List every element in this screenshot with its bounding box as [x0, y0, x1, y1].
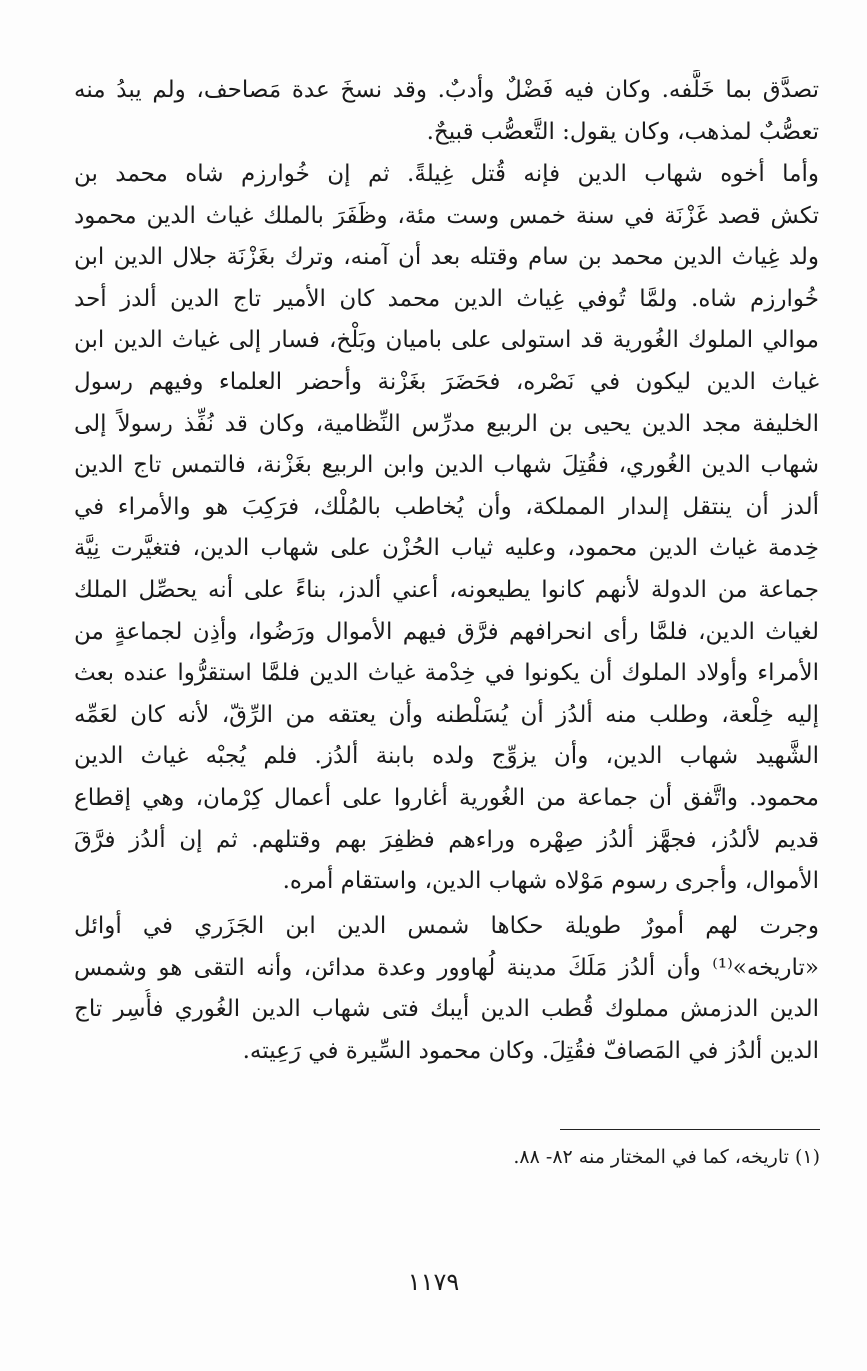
text-line: الدين ألدُز في المَصافّ فقُتِلَ. وكان محمود السِّيرة في رَعِيته.: [242, 1037, 819, 1064]
page-number: ١١٧٩: [407, 1268, 460, 1296]
text-line: الخليفة مجد الدين يحيى بن الربيع مدرِّس النِّظامية، وكان قد نُفِّذ رسولاً إلى: [74, 410, 819, 437]
text-line: لغياث الدين، فلمَّا رأى انحرافهم فرَّق فيهم الأموال ورَضُوا، وأذِن لجماعةٍ من: [74, 618, 819, 645]
text-line: تصدَّق بما خَلَّفه. وكان فيه فَضْلٌ وأدبٌ. وقد نسخَ عدة مَصاحف، ولم يبدُ منه: [74, 77, 819, 103]
text-line: وجرت لهم أمورٌ طويلة حكاها شمس الدين ابن الجَزَري في أوائل: [74, 913, 819, 939]
text-line: ولد غِياث الدين محمد بن سام وقتله بعد أن آمنه، وترك بغَزْنَة جلال الدين ابن: [74, 244, 819, 271]
paragraph-2: [74, 154, 819, 903]
text-line: جماعة من الدولة لأنهم كانوا يطيعونه، أعني ألدز، بناءً على أنه يحصِّل الملك: [74, 576, 819, 603]
text-line: «تاريخه»⁽¹⁾ وأن ألدُز مَلَكَ مدينة لُهاوور وعدة مدائن، وأنه التقى هو وشمس: [74, 954, 819, 981]
text-line: قديم لألدُز، فجهَّز ألدُز صِهْره وراءهم فظفِرَ بهم وقتلهم. ثم إن ألدُز فرَّقَ: [74, 826, 819, 853]
text-line: وأما أخوه شهاب الدين فإنه قُتل غِيلةً. ثم إن خُوارزم شاه محمد بن: [74, 161, 819, 187]
footnote-divider: [560, 1129, 820, 1130]
paragraph-3: [74, 906, 819, 1072]
text-line: إليه خِلْعة، وطلب منه ألدُز أن يُسَلْطنه وأن يعتقه من الرِّقّ، لأنه كان لعَمِّه: [74, 701, 819, 728]
text-line: الشَّهيد شهاب الدين، وأن يزوِّج ولده بابنة ألدُز. فلم يُجبْه غياث الدين: [74, 743, 819, 770]
text-line: الأمراء وأولاد الملوك أن يكونوا في خِدْمة غياث الدين فلمَّا استقرُّوا عنده بعث: [74, 660, 819, 687]
text-line: خُوارزم شاه. ولمَّا تُوفي غِياث الدين محمد كان الأمير تاج الدين ألدز أحد: [74, 285, 819, 312]
text-line: محمود. واتَّفق أن جماعة من الغُورية أغاروا على أعمال كِرْمان، وهي إقطاع: [74, 784, 819, 811]
text-line: تكش قصد غَزْنَة في سنة خمس وست مئة، وظَفَرَ بالملك غياث الدين محمود: [74, 202, 819, 229]
text-line: الدين الدزمش مملوك قُطب الدين أيبك فتى شهاب الدين الغُوري فأُسِر تاج: [74, 996, 819, 1023]
text-line: موالي الملوك الغُورية قد استولى على باميان وبَلْخ، فسار إلى غياث الدين ابن: [74, 327, 819, 354]
text-line: غياث الدين ليكون في نَصْره، فحَضَرَ بغَزْنة وأحضر العلماء وفيهم رسول: [74, 368, 819, 395]
text-line: تعصُّبٌ لمذهب، وكان يقول: التَّعصُّب قبيحٌ.: [426, 118, 819, 145]
text-line: ألدز أن ينتقل إلىدار المملكة، وأن يُخاطب بالمُلْك، فرَكِبَ هو والأمراء في: [74, 493, 819, 520]
footnote: (١) تاريخه، كما في المختار منه ٨٢- ٨٨.: [513, 1146, 820, 1168]
text-line: خِدمة غياث الدين محمود، وعليه ثياب الحُزْن على شهاب الدين، فتغيَّرت نِيَّة: [74, 535, 819, 562]
text-line: الأموال، وأجرى رسوم مَوْلاه شهاب الدين، واستقام أمره.: [282, 868, 819, 895]
paragraph-1: [74, 70, 819, 153]
text-line: شهاب الدين الغُوري، فقُتِلَ شهاب الدين وابن الربيع بغَزْنة، فالتمس تاج الدين: [74, 452, 819, 479]
